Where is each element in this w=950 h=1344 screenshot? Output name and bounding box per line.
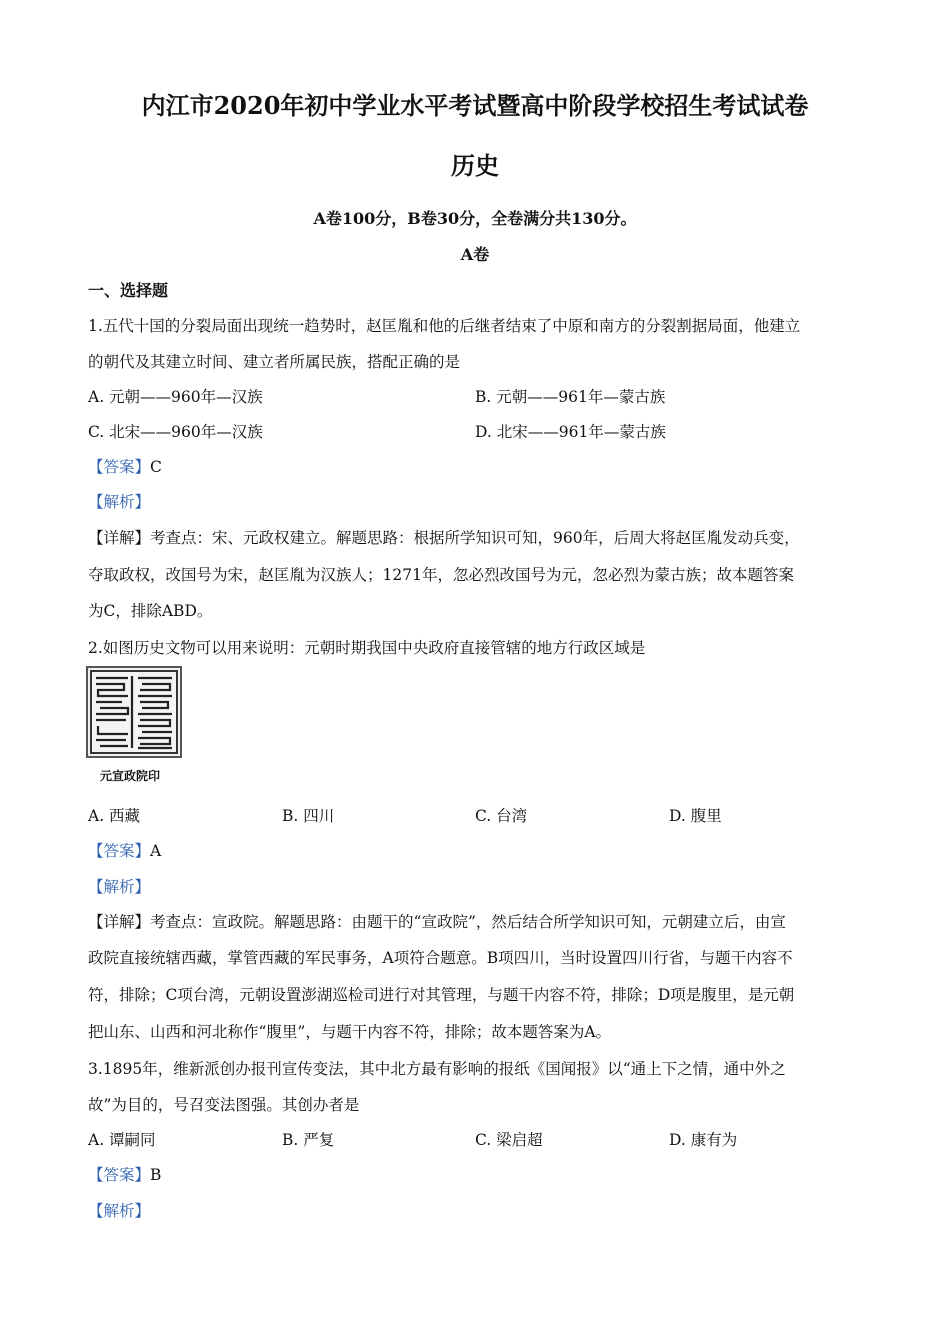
q1-stem-line-1: 1.五代十国的分裂局面出现统一趋势时，赵匡胤和他的后继者结束了中原和南方的分裂割据局面，他建立 [88,317,801,335]
answer-value: C [150,458,162,476]
score-note: A卷100分，B卷30分，全卷满分共130分。 [313,209,637,228]
q3-option-c: C. 梁启超 [475,1131,543,1149]
q3-option-b: B. 严复 [282,1131,335,1149]
q2-detail-line-1 [88,910,786,932]
q1-analysis-tag: 【解析】 [88,493,151,511]
seal-image [86,666,182,758]
q3-option-a: A. 谭嗣同 [88,1131,156,1149]
q1-detail-line-1 [88,526,800,548]
q1-option-a: A. 元朝——960年—汉族 [88,388,263,406]
q1-detail-line-3: 为C，排除ABD。 [88,602,213,620]
detail-text: 考查点：宋、元政权建立。解题思路：根据所学知识可知，960年，后周大将赵匡胤发动兵变， [150,529,800,547]
detail-tag: 【详解】 [88,529,151,547]
q1-option-d: D. 北宋——961年—蒙古族 [475,423,666,441]
subject-title: 历史 [451,151,499,180]
detail-text: 考查点：宣政院。解题思路：由题干的“宣政院”，然后结合所学知识可知，元朝建立后，由宣 [150,913,786,931]
q3-stem-line-1: 3.1895年，维新派创办报刊宣传变法，其中北方最有影响的报纸《国闻报》以“通上下之情，通中外之 [88,1060,786,1078]
q1-detail-line-2: 夺取政权，改国号为宋，赵匡胤为汉族人；1271年，忽必烈改国号为元，忽必烈为蒙古族；故本题答案 [88,566,794,584]
q1-answer [88,455,162,477]
q2-analysis-tag: 【解析】 [88,878,151,896]
seal-caption: 元宣政院印 [100,769,161,783]
detail-tag: 【详解】 [88,913,151,931]
q2-answer [88,839,161,861]
q1-option-b: B. 元朝——961年—蒙古族 [475,388,666,406]
q2-detail-line-4: 把山东、山西和河北称作“腹里”，与题干内容不符，排除；故本题答案为A。 [88,1023,612,1041]
section-a-heading: A卷 [460,245,490,264]
answer-tag: 【答案】 [88,458,151,476]
q2-detail-line-2: 政院直接统辖西藏，掌管西藏的军民事务，A项符合题意。B项四川，当时设置四川行省，与题干内容不 [88,949,793,967]
q2-detail-line-3: 符，排除；C项台湾，元朝设置澎湖巡检司进行对其管理，与题干内容不符，排除；D项是腹里，是元朝 [88,986,795,1004]
q2-option-c: C. 台湾 [475,807,528,825]
answer-tag: 【答案】 [88,842,151,860]
exam-title: 内江市2020年初中学业水平考试暨高中阶段学校招生考试试卷 [141,91,809,120]
q1-stem-line-2: 的朝代及其建立时间、建立者所属民族，搭配正确的是 [88,353,461,371]
q2-option-d: D. 腹里 [669,807,722,825]
answer-value: A [150,842,162,860]
q3-stem-line-2: 故”为目的，号召变法图强。其创办者是 [88,1096,360,1114]
q1-option-c: C. 北宋——960年—汉族 [88,423,263,441]
answer-tag: 【答案】 [88,1166,151,1184]
seal-pattern [88,668,180,756]
q3-analysis-tag: 【解析】 [88,1202,151,1220]
q2-option-b: B. 四川 [282,807,335,825]
q2-option-a: A. 西藏 [88,807,141,825]
answer-value: B [150,1166,162,1184]
q3-answer [88,1163,161,1185]
q2-stem: 2.如图历史文物可以用来说明：元朝时期我国中央政府直接管辖的地方行政区域是 [88,639,646,657]
q3-option-d: D. 康有为 [669,1131,738,1149]
part-one-heading: 一、选择题 [88,281,169,300]
